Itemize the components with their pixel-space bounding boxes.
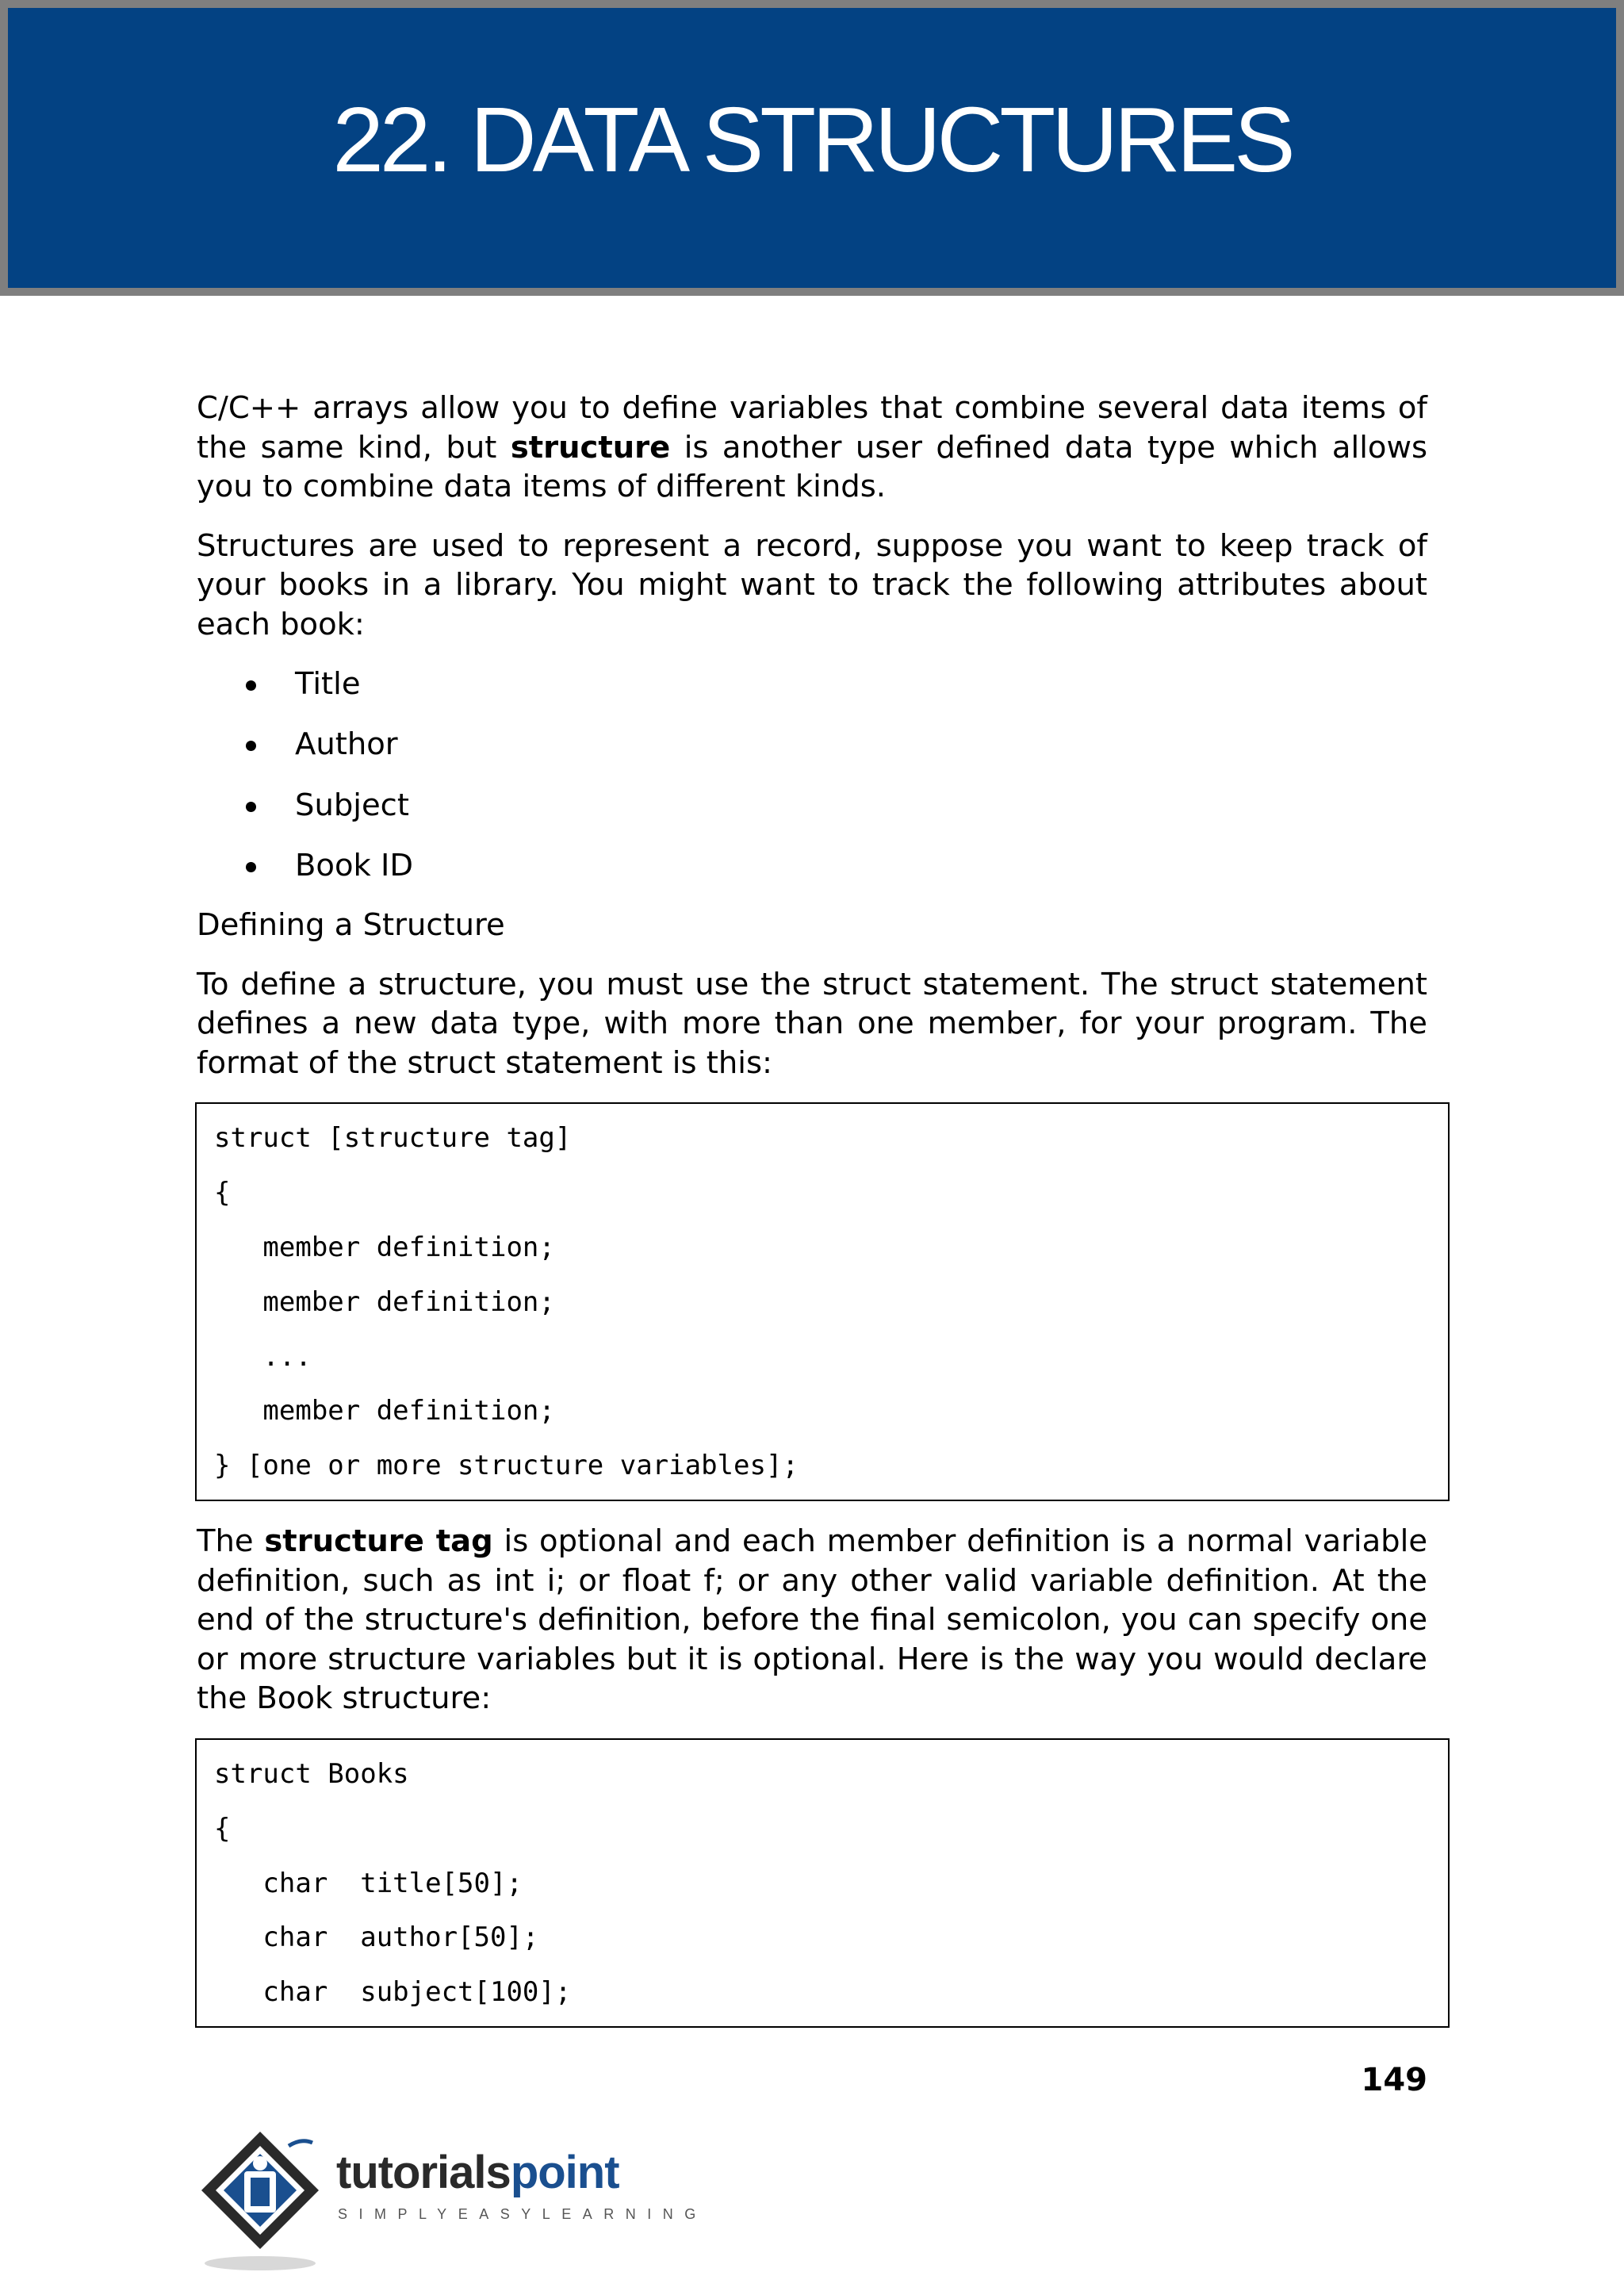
chapter-title: 22. DATA STRUCTURES: [332, 88, 1292, 191]
struct-syntax-code-block: [195, 1102, 1450, 1501]
list-item-label: Book ID: [295, 848, 414, 884]
structure-tag-paragraph: [197, 1522, 1427, 1718]
page-content: [197, 389, 1427, 2048]
list-item: [197, 665, 1427, 704]
code-line: {: [214, 1177, 231, 1209]
intro-text-a: C/C++ arrays allow you to define variables that combine several data items of the same kind, but: [197, 390, 1427, 466]
code-line: char subject[100];: [214, 1976, 572, 2009]
paragraph-text-c: is optional and each member definition is a normal variable definition, such as int i; or float f; or any other valid variable definition. At the end of the structure's definition, before the final semicolon, you can specify one or more structure variables but it is optional. Here is the way you would declare the Book structure:: [197, 1523, 1428, 1717]
code-line: ...: [214, 1340, 312, 1373]
list-item: [197, 846, 1427, 886]
tutorialspoint-logo: [193, 2122, 707, 2276]
code-line: char author[50];: [214, 1921, 539, 1954]
intro-text-c: is another user defined data type which allows you to combine data items of different kinds.: [197, 429, 1428, 505]
chapter-header: [0, 0, 1624, 296]
code-line: member definition;: [214, 1395, 555, 1427]
logo-tagline: SIMPLYEASYLEARNING: [338, 2206, 707, 2222]
list-item-label: Author: [295, 726, 398, 763]
bullet-icon: [246, 680, 256, 691]
intro-paragraph-2: Structures are used to represent a record, suppose you want to keep track of your books in a library. You might want to track the following attributes about each book:: [197, 527, 1427, 642]
code-line: char title[50];: [214, 1867, 523, 1899]
bullet-icon: [246, 802, 256, 812]
logo-word-point: point: [510, 2147, 619, 2198]
code-line: member definition;: [214, 1285, 555, 1318]
code-line: struct Books: [214, 1758, 409, 1791]
books-struct-code-block: [195, 1738, 1450, 2028]
code-line: } [one or more structure variables];: [214, 1450, 799, 1482]
intro-paragraph-1: [197, 389, 1427, 507]
paragraph-text-a: The: [197, 1523, 265, 1560]
page-number: 149: [1361, 2062, 1427, 2098]
logo-wordmark: [336, 2146, 619, 2199]
code-line: {: [214, 1812, 231, 1845]
logo-word-tutorials: tutorials: [336, 2147, 511, 2198]
bullet-icon: [246, 741, 256, 751]
logo-diamond-icon: [193, 2122, 336, 2273]
code-line: member definition;: [214, 1231, 555, 1263]
list-item: [197, 725, 1427, 764]
bold-structure-tag: structure tag: [264, 1523, 493, 1560]
attribute-list: [197, 665, 1427, 886]
list-item-label: Subject: [295, 787, 409, 823]
intro-bold-structure: structure: [510, 429, 671, 466]
bullet-icon: [246, 862, 256, 872]
list-item-label: Title: [295, 665, 361, 702]
code-line: struct [structure tag]: [214, 1122, 572, 1155]
section-heading: Defining a Structure: [197, 906, 505, 943]
defining-paragraph: To define a structure, you must use the struct statement. The struct statement defines a new data type, with more than one member, for your program. The format of the struct statement is this:: [197, 966, 1427, 1081]
list-item: [197, 786, 1427, 826]
